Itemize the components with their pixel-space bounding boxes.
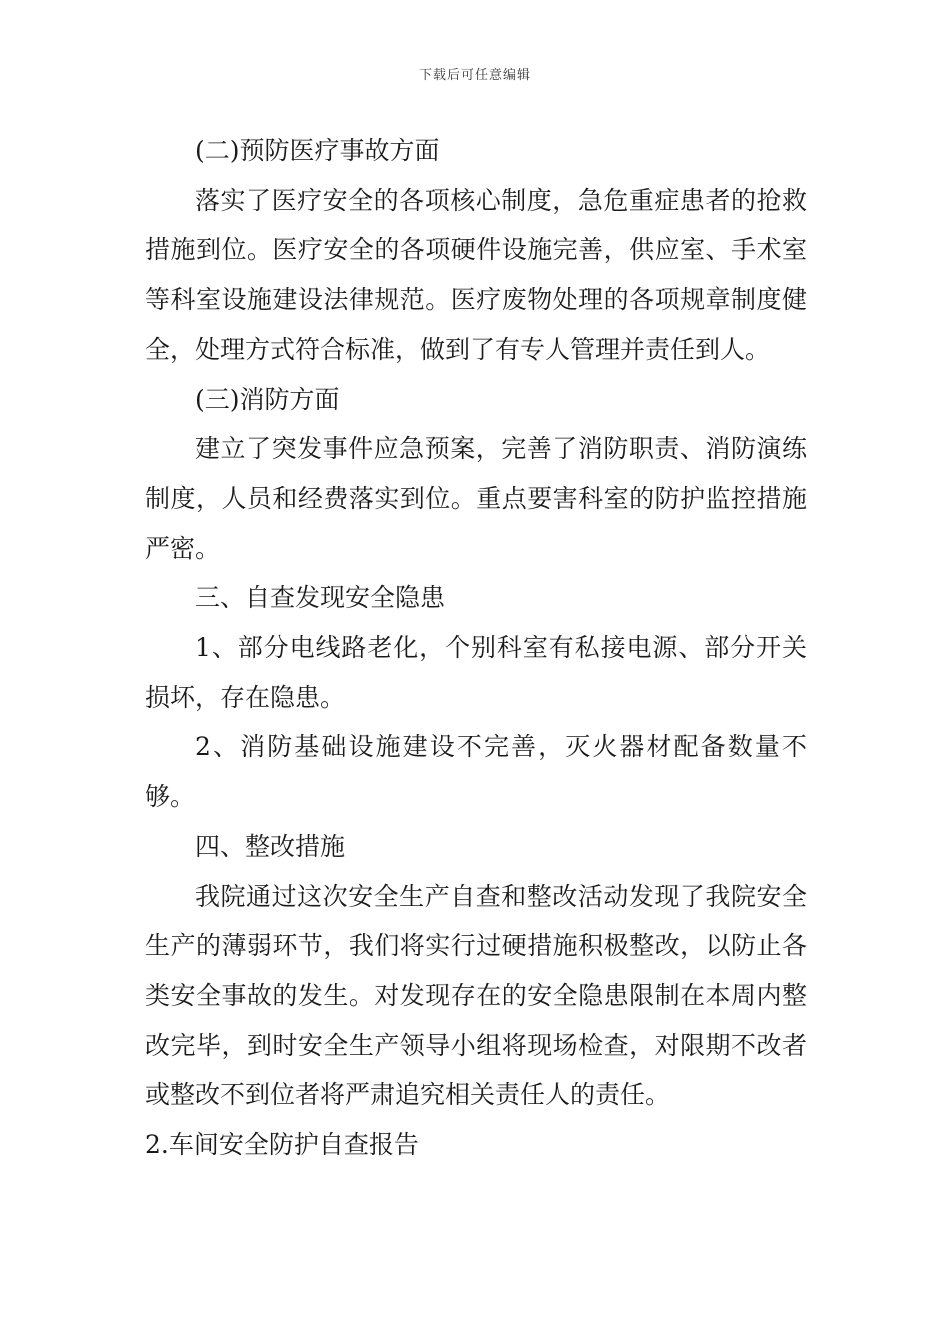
section-heading-rectification: 四、整改措施 [195, 831, 346, 861]
section-heading-hazards-found: 三、自查发现安全隐患 [195, 583, 446, 613]
paragraph-rectification: 我院通过这次安全生产自查和整改活动发现了我院安全生产的薄弱环节，我们将实行过硬措施积极整改，以防止各类安全事故的发生。对发现存在的安全隐患限制在本周内整改完毕，到时安全生产领导小组将现场检查，对限期不改者或整改不到位者将严肃追究相关责任人的责任。 [145, 881, 807, 1110]
section-heading-fire-protection: (三)消防方面 [195, 384, 340, 414]
list-item-hazard-1: 1、部分电线路老化，个别科室有私接电源、部分开关损坏，存在隐患。 [145, 633, 807, 712]
paragraph-medical-safety: 落实了医疗安全的各项核心制度，急危重症患者的抢救措施到位。医疗安全的各项硬件设施完善，供应室、手术室等科室设施建设法律规范。医疗废物处理的各项规章制度健全，处理方式符合标准，做到了有专人管理并责任到人。 [145, 185, 807, 364]
document-title-next: 2.车间安全防护自查报告 [145, 1130, 419, 1160]
page-header-note: 下载后可任意编辑 [418, 68, 531, 83]
paragraph-fire-protection: 建立了突发事件应急预案，完善了消防职责、消防演练制度，人员和经费落实到位。重点要害科室的防护监控措施严密。 [145, 434, 807, 563]
section-heading-medical-accident: (二)预防医疗事故方面 [195, 136, 440, 165]
document-body [145, 126, 807, 1170]
list-item-hazard-2: 2、消防基础设施建设不完善，灭火器材配备数量不够。 [145, 732, 807, 812]
